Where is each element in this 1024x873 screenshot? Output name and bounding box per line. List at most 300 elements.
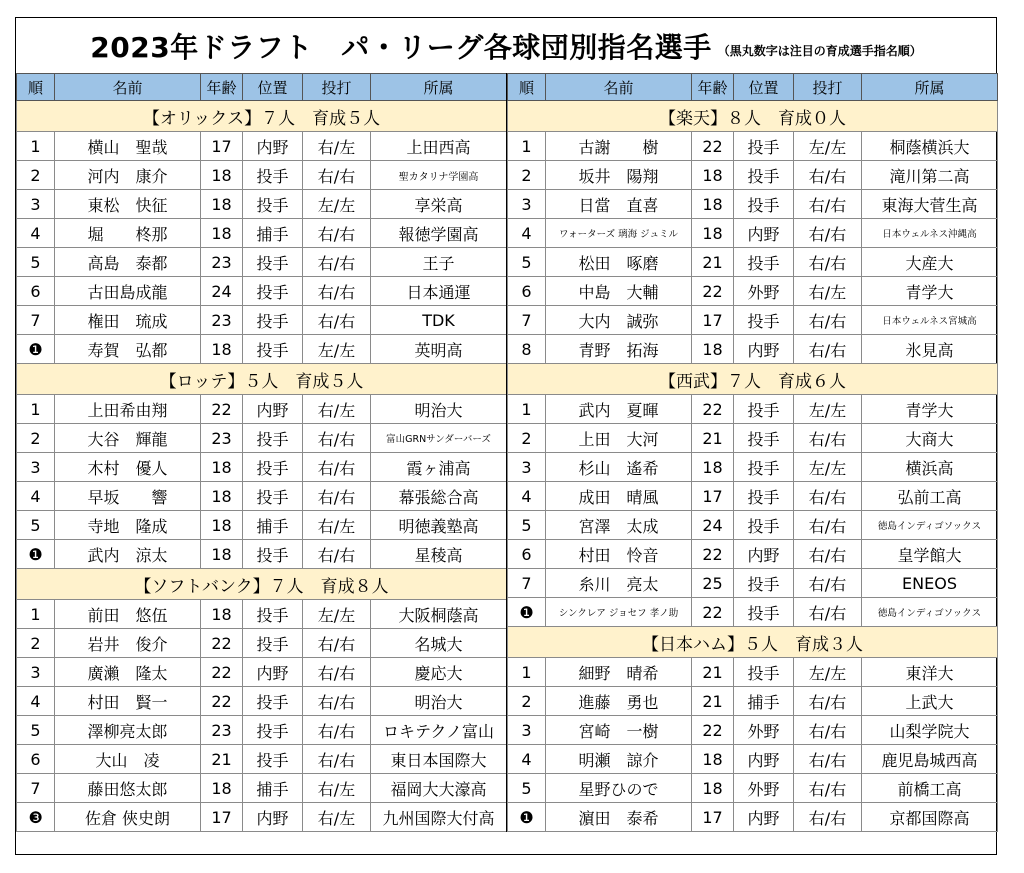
throw-bat-cell: 右/右 xyxy=(303,248,371,277)
position-cell: 投手 xyxy=(734,569,794,598)
throw-bat-cell: 右/右 xyxy=(794,511,862,540)
player-row xyxy=(17,716,507,745)
affiliation-cell: 横浜高 xyxy=(862,453,998,482)
age-cell: 21 xyxy=(201,745,243,774)
position-cell: 投手 xyxy=(734,424,794,453)
header-affiliation: 所属 xyxy=(371,74,507,101)
player-name-cell: 寿賀 弘都 xyxy=(55,335,201,364)
throw-bat-cell: 左/左 xyxy=(303,600,371,629)
throw-bat-cell: 左/左 xyxy=(794,658,862,687)
throw-bat-cell: 右/右 xyxy=(303,540,371,569)
age-cell: 21 xyxy=(692,687,734,716)
affiliation-cell: 弘前工高 xyxy=(862,482,998,511)
order-cell: 8 xyxy=(508,335,546,364)
player-name-cell: 大山 凌 xyxy=(55,745,201,774)
throw-bat-cell: 右/右 xyxy=(303,453,371,482)
age-cell: 18 xyxy=(692,335,734,364)
order-cell: 5 xyxy=(17,511,55,540)
header-throw-bat: 投打 xyxy=(794,74,862,101)
age-cell: 18 xyxy=(692,161,734,190)
position-cell: 内野 xyxy=(243,132,303,161)
affiliation-cell: 徳島インディゴソックス xyxy=(862,598,998,627)
team-label: 【オリックス】７人 育成５人 xyxy=(17,101,507,132)
order-cell: ❶ xyxy=(17,335,55,364)
order-cell: 3 xyxy=(17,658,55,687)
age-cell: 17 xyxy=(201,803,243,832)
affiliation-cell: 幕張総合高 xyxy=(371,482,507,511)
player-name-cell: 糸川 亮太 xyxy=(546,569,692,598)
throw-bat-cell: 右/左 xyxy=(794,277,862,306)
position-cell: 捕手 xyxy=(243,219,303,248)
affiliation-cell: 大阪桐蔭高 xyxy=(371,600,507,629)
age-cell: 22 xyxy=(201,658,243,687)
position-cell: 投手 xyxy=(734,306,794,335)
player-name-cell: 権田 琉成 xyxy=(55,306,201,335)
player-name-cell: 村田 賢一 xyxy=(55,687,201,716)
age-cell: 23 xyxy=(201,306,243,335)
player-row xyxy=(17,540,507,569)
player-name-cell: 佐倉 俠史朗 xyxy=(55,803,201,832)
throw-bat-cell: 右/右 xyxy=(303,306,371,335)
order-cell: 1 xyxy=(508,132,546,161)
affiliation-cell: 福岡大大濠高 xyxy=(371,774,507,803)
position-cell: 投手 xyxy=(243,745,303,774)
player-row xyxy=(508,658,998,687)
affiliation-cell: 明治大 xyxy=(371,395,507,424)
age-cell: 24 xyxy=(692,511,734,540)
affiliation-cell: 日本ウェルネス沖縄高 xyxy=(862,219,998,248)
player-row xyxy=(17,132,507,161)
order-cell: ❶ xyxy=(508,803,546,832)
affiliation-cell: TDK xyxy=(371,306,507,335)
throw-bat-cell: 右/右 xyxy=(303,745,371,774)
player-row xyxy=(508,598,998,627)
order-cell: 3 xyxy=(508,716,546,745)
affiliation-cell: 大産大 xyxy=(862,248,998,277)
player-name-cell: 宮崎 一樹 xyxy=(546,716,692,745)
throw-bat-cell: 左/左 xyxy=(794,453,862,482)
throw-bat-cell: 右/右 xyxy=(794,161,862,190)
player-name-cell: 星野ひので xyxy=(546,774,692,803)
player-row xyxy=(17,629,507,658)
player-name-cell: 上田 大河 xyxy=(546,424,692,453)
age-cell: 18 xyxy=(201,190,243,219)
affiliation-cell: 報徳学園高 xyxy=(371,219,507,248)
player-name-cell: 早坂 響 xyxy=(55,482,201,511)
header-order: 順 xyxy=(17,74,55,101)
player-row xyxy=(17,511,507,540)
header-position: 位置 xyxy=(243,74,303,101)
throw-bat-cell: 右/右 xyxy=(794,335,862,364)
order-cell: 2 xyxy=(508,687,546,716)
position-cell: 投手 xyxy=(243,161,303,190)
throw-bat-cell: 左/左 xyxy=(794,395,862,424)
player-name-cell: 成田 晴風 xyxy=(546,482,692,511)
player-name-cell: 東松 快征 xyxy=(55,190,201,219)
order-cell: 6 xyxy=(508,277,546,306)
page-title: 2023年ドラフト パ・リーグ各球団別指名選手 xyxy=(90,30,712,64)
player-row xyxy=(17,803,507,832)
position-cell: 内野 xyxy=(243,803,303,832)
age-cell: 18 xyxy=(201,453,243,482)
player-name-cell: 坂井 陽翔 xyxy=(546,161,692,190)
position-cell: 捕手 xyxy=(243,774,303,803)
affiliation-cell: 皇学館大 xyxy=(862,540,998,569)
position-cell: 投手 xyxy=(734,248,794,277)
age-cell: 23 xyxy=(201,424,243,453)
header-age: 年齢 xyxy=(692,74,734,101)
position-cell: 投手 xyxy=(734,190,794,219)
order-cell: 3 xyxy=(17,453,55,482)
header-age: 年齢 xyxy=(201,74,243,101)
affiliation-cell: 滝川第二高 xyxy=(862,161,998,190)
position-cell: 投手 xyxy=(243,600,303,629)
player-name-cell: 武内 夏暉 xyxy=(546,395,692,424)
header-name: 名前 xyxy=(546,74,692,101)
order-cell: 7 xyxy=(508,306,546,335)
age-cell: 18 xyxy=(201,161,243,190)
order-cell: 4 xyxy=(508,219,546,248)
order-cell: 5 xyxy=(17,248,55,277)
age-cell: 18 xyxy=(201,540,243,569)
order-cell: 1 xyxy=(17,395,55,424)
throw-bat-cell: 右/右 xyxy=(794,569,862,598)
header-affiliation: 所属 xyxy=(862,74,998,101)
position-cell: 外野 xyxy=(734,277,794,306)
age-cell: 17 xyxy=(692,482,734,511)
affiliation-cell: 桐蔭横浜大 xyxy=(862,132,998,161)
age-cell: 22 xyxy=(692,395,734,424)
position-cell: 内野 xyxy=(734,540,794,569)
team-header-row xyxy=(17,101,507,132)
age-cell: 17 xyxy=(201,132,243,161)
player-name-cell: 濵田 泰希 xyxy=(546,803,692,832)
affiliation-cell: 京都国際高 xyxy=(862,803,998,832)
team-header-row xyxy=(17,364,507,395)
player-name-cell: 河内 康介 xyxy=(55,161,201,190)
team-label: 【日本ハム】５人 育成３人 xyxy=(508,627,998,658)
order-cell: 1 xyxy=(17,132,55,161)
player-row xyxy=(508,395,998,424)
position-cell: 内野 xyxy=(243,658,303,687)
player-row xyxy=(508,716,998,745)
player-row xyxy=(508,803,998,832)
age-cell: 25 xyxy=(692,569,734,598)
player-name-cell: 木村 優人 xyxy=(55,453,201,482)
player-row xyxy=(508,482,998,511)
player-row xyxy=(17,453,507,482)
affiliation-cell: 氷見高 xyxy=(862,335,998,364)
player-row xyxy=(508,248,998,277)
age-cell: 21 xyxy=(692,658,734,687)
team-label: 【ロッテ】５人 育成５人 xyxy=(17,364,507,395)
order-cell: 4 xyxy=(508,745,546,774)
player-row xyxy=(508,687,998,716)
player-row xyxy=(17,658,507,687)
affiliation-cell: 上武大 xyxy=(862,687,998,716)
player-row xyxy=(17,600,507,629)
position-cell: 投手 xyxy=(243,540,303,569)
affiliation-cell: 富山GRNサンダーバーズ xyxy=(371,424,507,453)
age-cell: 22 xyxy=(692,716,734,745)
player-row xyxy=(17,277,507,306)
age-cell: 21 xyxy=(692,424,734,453)
age-cell: 23 xyxy=(201,716,243,745)
draft-sheet xyxy=(15,17,997,855)
position-cell: 内野 xyxy=(734,335,794,364)
throw-bat-cell: 右/左 xyxy=(303,395,371,424)
order-cell: 1 xyxy=(508,395,546,424)
affiliation-cell: 星稜高 xyxy=(371,540,507,569)
age-cell: 22 xyxy=(201,395,243,424)
affiliation-cell: 上田西高 xyxy=(371,132,507,161)
left-table-panel xyxy=(16,73,506,832)
position-cell: 投手 xyxy=(243,716,303,745)
position-cell: 内野 xyxy=(734,219,794,248)
player-row xyxy=(17,687,507,716)
player-name-cell: 高島 泰都 xyxy=(55,248,201,277)
order-cell: 2 xyxy=(508,161,546,190)
player-row xyxy=(17,482,507,511)
affiliation-cell: 霞ヶ浦高 xyxy=(371,453,507,482)
order-cell: 4 xyxy=(508,482,546,511)
position-cell: 捕手 xyxy=(243,511,303,540)
affiliation-cell: 前橋工高 xyxy=(862,774,998,803)
player-name-cell: 寺地 隆成 xyxy=(55,511,201,540)
affiliation-cell: 青学大 xyxy=(862,277,998,306)
player-name-cell: 澤柳亮太郎 xyxy=(55,716,201,745)
throw-bat-cell: 右/右 xyxy=(303,716,371,745)
order-cell: 3 xyxy=(508,453,546,482)
age-cell: 21 xyxy=(692,248,734,277)
affiliation-cell: 英明高 xyxy=(371,335,507,364)
throw-bat-cell: 右/右 xyxy=(303,219,371,248)
throw-bat-cell: 右/右 xyxy=(303,161,371,190)
throw-bat-cell: 右/右 xyxy=(794,424,862,453)
position-cell: 投手 xyxy=(243,482,303,511)
position-cell: 投手 xyxy=(734,598,794,627)
team-header-row xyxy=(508,101,998,132)
throw-bat-cell: 右/右 xyxy=(303,424,371,453)
player-row xyxy=(508,745,998,774)
order-cell: 2 xyxy=(508,424,546,453)
age-cell: 17 xyxy=(692,803,734,832)
player-row xyxy=(508,335,998,364)
position-cell: 捕手 xyxy=(734,687,794,716)
player-row xyxy=(508,132,998,161)
player-name-cell: 日當 直喜 xyxy=(546,190,692,219)
player-name-cell: 上田希由翔 xyxy=(55,395,201,424)
page-subtitle: （黒丸数字は注目の育成選手指名順） xyxy=(717,44,922,58)
affiliation-cell: 王子 xyxy=(371,248,507,277)
order-cell: 3 xyxy=(17,190,55,219)
header-row xyxy=(508,74,998,101)
order-cell: 6 xyxy=(508,540,546,569)
player-row xyxy=(508,453,998,482)
team-label: 【ソフトバンク】７人 育成８人 xyxy=(17,569,507,600)
position-cell: 投手 xyxy=(734,511,794,540)
position-cell: 投手 xyxy=(734,453,794,482)
player-name-cell: 藤田悠太郎 xyxy=(55,774,201,803)
age-cell: 22 xyxy=(692,598,734,627)
position-cell: 外野 xyxy=(734,716,794,745)
player-name-cell: 進藤 勇也 xyxy=(546,687,692,716)
affiliation-cell: 東日本国際大 xyxy=(371,745,507,774)
throw-bat-cell: 右/右 xyxy=(303,629,371,658)
age-cell: 24 xyxy=(201,277,243,306)
order-cell: 3 xyxy=(508,190,546,219)
age-cell: 18 xyxy=(201,600,243,629)
player-row xyxy=(17,219,507,248)
age-cell: 22 xyxy=(201,687,243,716)
affiliation-cell: 東洋大 xyxy=(862,658,998,687)
order-cell: 4 xyxy=(17,482,55,511)
right-table-panel xyxy=(506,73,997,832)
affiliation-cell: 明治大 xyxy=(371,687,507,716)
age-cell: 18 xyxy=(692,774,734,803)
player-row xyxy=(508,219,998,248)
position-cell: 内野 xyxy=(734,745,794,774)
player-row xyxy=(508,540,998,569)
affiliation-cell: 鹿児島城西高 xyxy=(862,745,998,774)
player-name-cell: 宮澤 太成 xyxy=(546,511,692,540)
player-row xyxy=(508,161,998,190)
affiliation-cell: ロキテクノ富山 xyxy=(371,716,507,745)
throw-bat-cell: 右/右 xyxy=(794,306,862,335)
position-cell: 投手 xyxy=(243,306,303,335)
throw-bat-cell: 右/右 xyxy=(794,687,862,716)
player-row xyxy=(17,395,507,424)
team-header-row xyxy=(508,364,998,395)
order-cell: 2 xyxy=(17,424,55,453)
affiliation-cell: 東海大菅生高 xyxy=(862,190,998,219)
player-name-cell: 大内 誠弥 xyxy=(546,306,692,335)
age-cell: 18 xyxy=(201,774,243,803)
affiliation-cell: 享栄高 xyxy=(371,190,507,219)
player-row xyxy=(17,774,507,803)
player-name-cell: 杉山 遙希 xyxy=(546,453,692,482)
header-name: 名前 xyxy=(55,74,201,101)
player-row xyxy=(17,190,507,219)
player-row xyxy=(17,161,507,190)
position-cell: 投手 xyxy=(243,190,303,219)
affiliation-cell: 慶応大 xyxy=(371,658,507,687)
throw-bat-cell: 右/右 xyxy=(794,803,862,832)
team-label: 【楽天】８人 育成０人 xyxy=(508,101,998,132)
order-cell: 5 xyxy=(508,774,546,803)
affiliation-cell: 日本通運 xyxy=(371,277,507,306)
throw-bat-cell: 右/右 xyxy=(794,248,862,277)
order-cell: 4 xyxy=(17,219,55,248)
throw-bat-cell: 右/右 xyxy=(303,687,371,716)
position-cell: 内野 xyxy=(243,395,303,424)
player-name-cell: 堀 柊那 xyxy=(55,219,201,248)
player-name-cell: 細野 晴希 xyxy=(546,658,692,687)
order-cell: ❸ xyxy=(17,803,55,832)
player-name-cell: シンクレア ジョセフ 孝ノ助 xyxy=(546,598,692,627)
order-cell: 5 xyxy=(508,511,546,540)
order-cell: 6 xyxy=(17,277,55,306)
player-row xyxy=(508,190,998,219)
player-name-cell: 古田島成龍 xyxy=(55,277,201,306)
affiliation-cell: 九州国際大付高 xyxy=(371,803,507,832)
player-name-cell: 前田 悠伍 xyxy=(55,600,201,629)
affiliation-cell: 名城大 xyxy=(371,629,507,658)
player-name-cell: 大谷 輝龍 xyxy=(55,424,201,453)
order-cell: 2 xyxy=(17,629,55,658)
player-name-cell: 廣瀨 隆太 xyxy=(55,658,201,687)
team-header-row xyxy=(508,627,998,658)
throw-bat-cell: 左/左 xyxy=(794,132,862,161)
throw-bat-cell: 右/左 xyxy=(303,803,371,832)
player-name-cell: ワォーターズ 璃海 ジュミル xyxy=(546,219,692,248)
age-cell: 18 xyxy=(692,745,734,774)
throw-bat-cell: 右/左 xyxy=(303,132,371,161)
header-row xyxy=(17,74,507,101)
affiliation-cell: 日本ウェルネス宮城高 xyxy=(862,306,998,335)
throw-bat-cell: 右/右 xyxy=(303,658,371,687)
player-name-cell: 岩井 俊介 xyxy=(55,629,201,658)
throw-bat-cell: 右/左 xyxy=(303,774,371,803)
player-row xyxy=(508,511,998,540)
age-cell: 22 xyxy=(692,277,734,306)
position-cell: 投手 xyxy=(734,658,794,687)
throw-bat-cell: 右/右 xyxy=(794,774,862,803)
position-cell: 投手 xyxy=(243,453,303,482)
player-name-cell: 明瀬 諒介 xyxy=(546,745,692,774)
throw-bat-cell: 右/右 xyxy=(794,745,862,774)
throw-bat-cell: 右/左 xyxy=(303,511,371,540)
order-cell: 7 xyxy=(508,569,546,598)
throw-bat-cell: 右/右 xyxy=(794,219,862,248)
team-header-row xyxy=(17,569,507,600)
title-bar xyxy=(16,18,996,73)
throw-bat-cell: 右/右 xyxy=(794,190,862,219)
position-cell: 投手 xyxy=(243,424,303,453)
order-cell: 5 xyxy=(17,716,55,745)
order-cell: 7 xyxy=(17,306,55,335)
order-cell: 4 xyxy=(17,687,55,716)
player-name-cell: 古謝 樹 xyxy=(546,132,692,161)
position-cell: 外野 xyxy=(734,774,794,803)
header-order: 順 xyxy=(508,74,546,101)
age-cell: 18 xyxy=(692,190,734,219)
header-position: 位置 xyxy=(734,74,794,101)
order-cell: 6 xyxy=(17,745,55,774)
player-name-cell: 中島 大輔 xyxy=(546,277,692,306)
position-cell: 投手 xyxy=(243,248,303,277)
left-draft-table xyxy=(16,73,507,832)
position-cell: 投手 xyxy=(734,161,794,190)
position-cell: 投手 xyxy=(734,132,794,161)
player-row xyxy=(508,306,998,335)
throw-bat-cell: 右/右 xyxy=(303,482,371,511)
right-draft-table xyxy=(507,73,998,832)
order-cell: 1 xyxy=(17,600,55,629)
position-cell: 投手 xyxy=(243,277,303,306)
order-cell: 5 xyxy=(508,248,546,277)
age-cell: 18 xyxy=(201,482,243,511)
player-name-cell: 横山 聖哉 xyxy=(55,132,201,161)
player-row xyxy=(508,424,998,453)
age-cell: 18 xyxy=(692,453,734,482)
throw-bat-cell: 左/左 xyxy=(303,335,371,364)
age-cell: 18 xyxy=(201,335,243,364)
throw-bat-cell: 右/右 xyxy=(794,598,862,627)
player-name-cell: 松田 啄磨 xyxy=(546,248,692,277)
player-name-cell: 村田 怜音 xyxy=(546,540,692,569)
throw-bat-cell: 左/左 xyxy=(303,190,371,219)
